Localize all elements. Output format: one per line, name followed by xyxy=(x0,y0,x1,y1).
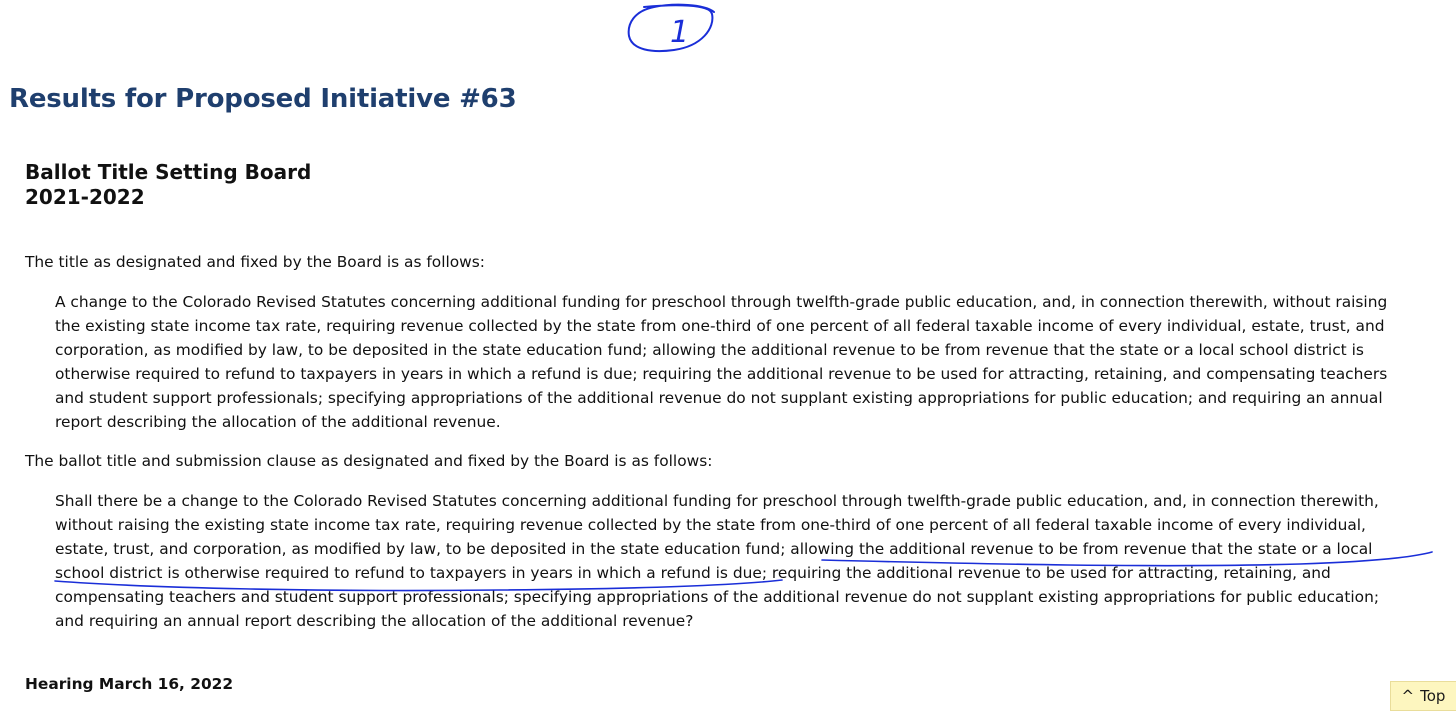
ballot-line: estate, trust, and corporation, as modified by law, to be deposited in the state education fund; allowing the additional revenue to be from revenue that the state or a local xyxy=(55,540,1373,558)
title-line: the existing state income tax rate, requiring revenue collected by the state from one-third of one percent of all federal taxable income of every individual, estate, trust, and xyxy=(55,317,1385,335)
board-session: 2021-2022 xyxy=(25,185,145,209)
ballot-intro: The ballot title and submission clause as designated and fixed by the Board is as follows: xyxy=(25,452,713,470)
ballot-line: without raising the existing state income tax rate, requiring revenue collected by the state from one-third of one percent of all federal taxable income of every individual, xyxy=(55,516,1366,534)
page-title: Results for Proposed Initiative #63 xyxy=(9,84,517,114)
ballot-line: and requiring an annual report describing the allocation of the additional revenue? xyxy=(55,612,694,630)
handwritten-circle-annotation xyxy=(624,2,720,56)
title-intro: The title as designated and fixed by the Board is as follows: xyxy=(25,253,485,271)
ballot-line: school district is otherwise required to refund to taxpayers in years in which a refund is due; requiring the additional revenue to be used for attracting, retaining, and xyxy=(55,564,1331,582)
title-line: otherwise required to refund to taxpayers in years in which a refund is due; requiring the additional revenue to be used for attracting, retaining, and compensating teachers xyxy=(55,365,1388,383)
title-text xyxy=(55,290,1445,434)
title-line: report describing the allocation of the additional revenue. xyxy=(55,413,501,431)
annotation-number: 1 xyxy=(670,15,690,50)
board-heading xyxy=(25,160,311,210)
ballot-line: compensating teachers and student support professionals; specifying appropriations of the additional revenue do not supplant existing appropriations for public education; xyxy=(55,588,1380,606)
ballot-text xyxy=(55,489,1445,633)
back-to-top-label: Top xyxy=(1420,687,1446,705)
back-to-top-button[interactable] xyxy=(1390,681,1456,711)
title-line: corporation, as modified by law, to be deposited in the state education fund; allowing the additional revenue to be from revenue that the state or a local school district is xyxy=(55,341,1364,359)
title-line: and student support professionals; specifying appropriations of the additional revenue do not supplant existing appropriations for public education; and requiring an annual xyxy=(55,389,1383,407)
ballot-line: Shall there be a change to the Colorado Revised Statutes concerning additional funding for preschool through twelfth-grade public education, and, in connection therewith, xyxy=(55,492,1379,510)
hearing-heading: Hearing March 16, 2022 xyxy=(25,675,234,693)
title-line: A change to the Colorado Revised Statutes concerning additional funding for preschool through twelfth-grade public education, and, in connection therewith, without raising xyxy=(55,293,1388,311)
caret-up-icon: ^ xyxy=(1401,687,1415,705)
board-name: Ballot Title Setting Board xyxy=(25,160,312,184)
